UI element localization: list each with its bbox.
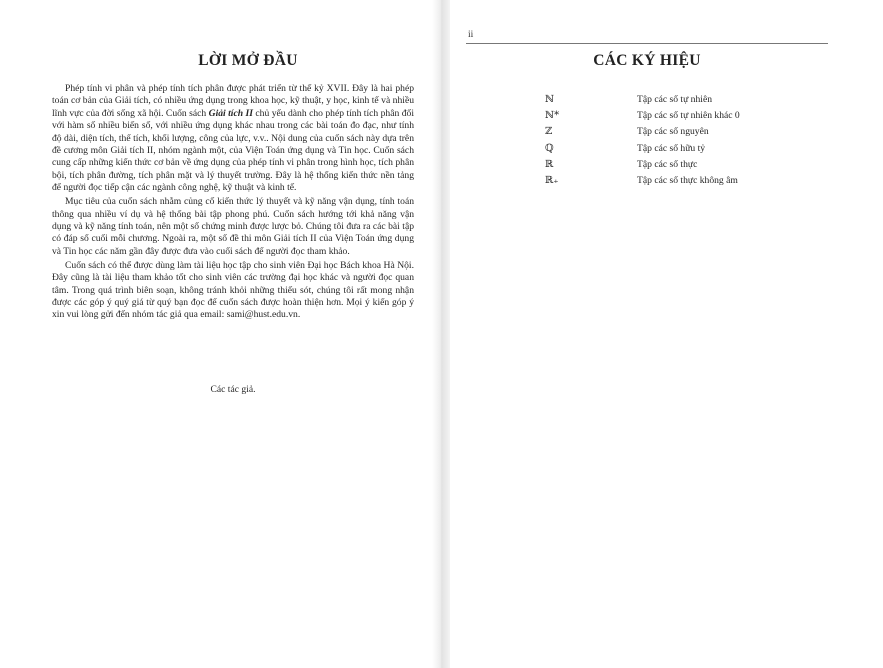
header-rule: [466, 43, 828, 44]
paragraph-text: Phép tính vi phân và phép tính tích phân được phát triển từ thế kỷ XVII. Đây là hai phép toán cơ bản của Giải tích, có nhiều ứng dụng trong khoa học, kỹ thuật, y học, kinh tế và nhiều lĩnh vực của đời sống xã hội. Cuốn sách: [52, 83, 414, 119]
symbol-row-integers: [545, 126, 845, 142]
book-gutter: [432, 0, 450, 668]
symbol: ℚ: [545, 142, 554, 154]
preface-paragraph-1: [52, 83, 414, 195]
symbol-description: Tập các số nguyên: [637, 126, 709, 138]
symbol-description: Tập các số thực: [637, 158, 698, 170]
symbol-row-rationals: [545, 143, 845, 159]
symbol: ℤ: [545, 126, 553, 138]
symbol-description: Tập các số tự nhiên khác 0: [637, 110, 740, 122]
symbol-row-positive-naturals: [545, 110, 845, 126]
notation-title: CÁC KÝ HIỆU: [593, 52, 701, 69]
book-title-emphasis: Giải tích II: [208, 107, 253, 119]
symbol-row-reals: [545, 159, 845, 175]
symbol-description: Tập các số hữu tỷ: [637, 142, 706, 154]
page-number: ii: [468, 30, 474, 40]
preface-paragraph-2: Mục tiêu của cuốn sách nhằm củng cố kiến thức lý thuyết và kỹ năng vận dụng, tính toán thông qua nhiều ví dụ và hệ thống bài tập phong phú. Cuốn sách hướng tới khả năng vận dụng và kỹ năng tính toán, nên một số chứng minh được lược bỏ. Chúng tôi đưa ra các bài tập có đáp số cuối mỗi chương. Ngoài ra, một số đề thi môn Giải tích II của Viện Toán ứng dụng và Tin học các năm gần đây được đưa vào cuối sách để người đọc tham khảo.: [52, 196, 414, 257]
symbol: ℝ₊: [545, 174, 559, 186]
paragraph-text: chủ yếu dành cho phép tính tích phân đối với hàm số nhiều biến số, với nhiều ứng dụng khác nhau trong các bài toán đo đạc, như tính độ dài, diện tích, thể tích, khối lượng, công của lực, v.v.. Nội dung của cuốn sách này dựa trên đề cương môn Giải tích II, nhóm ngành một, của Viện Toán ứng dụng và Tin học. Cuốn sách cung cấp những kiến thức cơ bản về ứng dụng của phép tính vi phân trong hình học, tích phân bội, tích phân đường, tích phân mặt và lý thuyết trường. Đây là hệ thống kiến thức nền tảng để người đọc tiếp cận các ngành công nghệ, kỹ thuật và kinh tế.: [52, 107, 414, 194]
symbol-description: Tập các số thực không âm: [637, 174, 738, 186]
symbol: ℕ*: [545, 110, 560, 122]
symbol-list: [545, 94, 845, 191]
symbol-row-naturals: [545, 94, 845, 110]
symbol: ℕ: [545, 94, 555, 105]
preface-body: [52, 83, 414, 323]
preface-paragraph-3: Cuốn sách có thể được dùng làm tài liệu học tập cho sinh viên Đại học Bách khoa Hà Nội. Đây cũng là tài liệu tham khảo tốt cho sinh viên các trường đại học khác và người đọc quan tâm. Trong quá trình biên soạn, không tránh khỏi những thiếu sót, chúng tôi rất mong nhận được các góp ý quý giá từ quý bạn đọc để cuốn sách được hoàn thiện hơn. Mọi ý kiến góp ý xin vui lòng gửi đến nhóm tác giả qua email: sami@hust.edu.vn.: [52, 259, 414, 321]
symbol: ℝ: [545, 158, 554, 170]
preface-title: LỜI MỞ ĐẦU: [198, 52, 298, 69]
symbol-description: Tập các số tự nhiên: [637, 94, 712, 105]
authors-signature: Các tác giả.: [210, 384, 256, 395]
symbol-row-nonnegative-reals: [545, 175, 845, 191]
